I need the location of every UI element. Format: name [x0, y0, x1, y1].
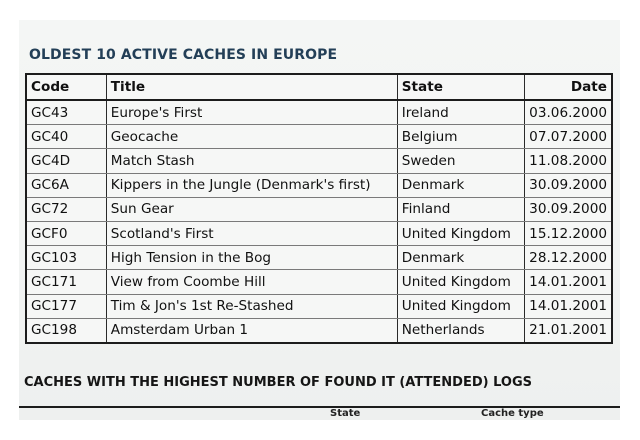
cache-state-cell: Belgium — [397, 125, 524, 149]
cache-code-cell: GC6A — [26, 173, 106, 197]
cache-code-cell: GC4D — [26, 149, 106, 173]
cache-title-cell: Amsterdam Urban 1 — [106, 318, 397, 343]
section-heading-oldest-caches: OLDEST 10 ACTIVE CACHES IN EUROPE — [29, 47, 338, 63]
table-row — [26, 100, 612, 125]
cache-state-cell: Denmark — [397, 246, 524, 270]
cache-state-cell: United Kingdom — [397, 294, 524, 318]
next-column-header-cache-type: Cache type — [481, 408, 544, 419]
cache-date-cell: 28.12.2000 — [525, 246, 612, 270]
cache-title-cell: Europe's First — [106, 100, 397, 125]
cache-title-cell: View from Coombe Hill — [106, 270, 397, 294]
cache-date-cell: 14.01.2001 — [525, 294, 612, 318]
document-page — [19, 20, 620, 420]
cache-state-cell: Denmark — [397, 173, 524, 197]
cache-date-cell: 11.08.2000 — [525, 149, 612, 173]
table-row — [26, 270, 612, 294]
cache-state-cell: Netherlands — [397, 318, 524, 343]
cache-title-cell: Tim & Jon's 1st Re-Stashed — [106, 294, 397, 318]
cache-title-cell: Match Stash — [106, 149, 397, 173]
cache-date-cell: 03.06.2000 — [525, 100, 612, 125]
cache-code-cell: GC43 — [26, 100, 106, 125]
cache-title-cell: High Tension in the Bog — [106, 246, 397, 270]
column-header-code: Code — [26, 74, 106, 100]
cache-date-cell: 15.12.2000 — [525, 221, 612, 245]
cache-date-cell: 07.07.2000 — [525, 125, 612, 149]
section-heading-most-found: CACHES WITH THE HIGHEST NUMBER OF FOUND IT (ATTENDED) LOGS — [24, 375, 532, 390]
column-header-date: Date — [525, 74, 612, 100]
cache-code-cell: GC103 — [26, 246, 106, 270]
column-header-title: Title — [106, 74, 397, 100]
table-row — [26, 125, 612, 149]
next-table-header-partial — [19, 406, 620, 420]
cache-date-cell: 30.09.2000 — [525, 173, 612, 197]
table-row — [26, 318, 612, 343]
cache-state-cell: Ireland — [397, 100, 524, 125]
cache-code-cell: GC40 — [26, 125, 106, 149]
table-row — [26, 197, 612, 221]
cache-state-cell: Sweden — [397, 149, 524, 173]
table-row — [26, 149, 612, 173]
column-header-state: State — [397, 74, 524, 100]
cache-code-cell: GC72 — [26, 197, 106, 221]
table-header-row — [26, 74, 612, 100]
next-column-header-state: State — [330, 408, 361, 419]
cache-title-cell: Scotland's First — [106, 221, 397, 245]
cache-code-cell: GCF0 — [26, 221, 106, 245]
oldest-caches-table — [25, 73, 613, 344]
cache-title-cell: Sun Gear — [106, 197, 397, 221]
cache-code-cell: GC198 — [31, 322, 77, 339]
table-row — [26, 221, 612, 245]
cache-date-cell: 14.01.2001 — [525, 270, 612, 294]
table-row — [26, 294, 612, 318]
table-row — [26, 246, 612, 270]
cache-state-cell: United Kingdom — [397, 270, 524, 294]
cache-code-cell: GC177 — [26, 294, 106, 318]
table-row — [26, 173, 612, 197]
cache-code-cell: GC171 — [26, 270, 106, 294]
cache-date-cell: 21.01.2001 — [525, 318, 612, 343]
cache-state-cell: Finland — [397, 197, 524, 221]
cache-title-cell: Kippers in the Jungle (Denmark's first) — [106, 173, 397, 197]
cache-date-cell: 30.09.2000 — [525, 197, 612, 221]
cache-state-cell: United Kingdom — [397, 221, 524, 245]
cache-title-cell: Geocache — [106, 125, 397, 149]
